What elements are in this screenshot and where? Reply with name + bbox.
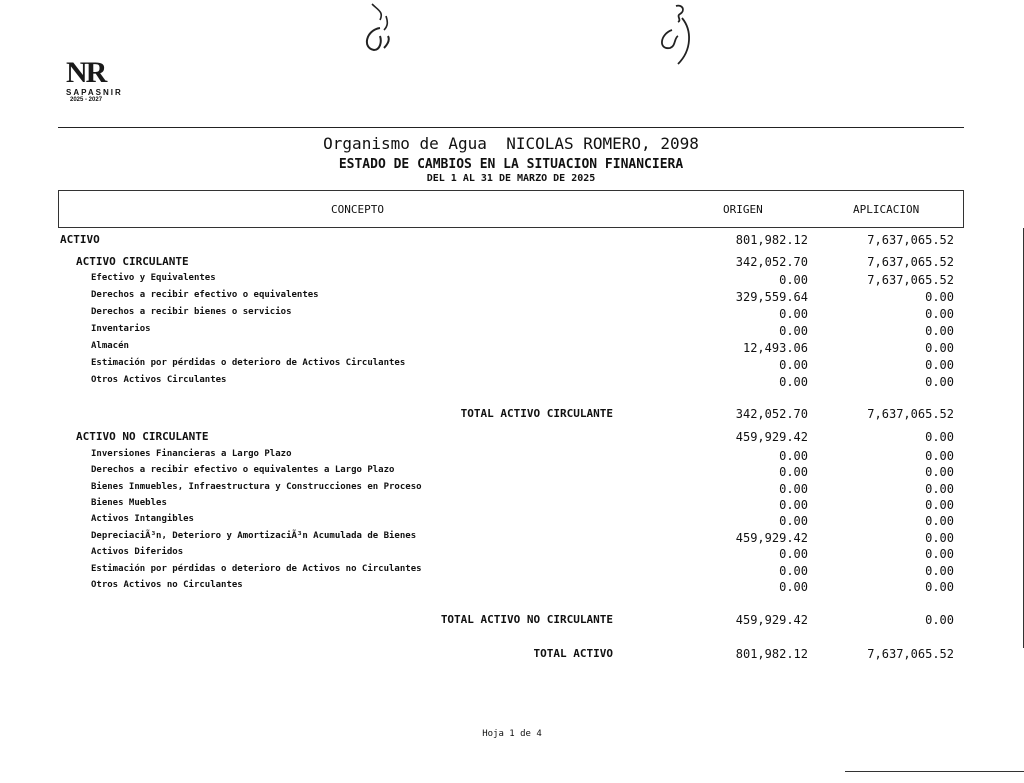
row-origin: 459,929.42: [735, 613, 808, 627]
row-origin: 0.00: [779, 273, 808, 287]
grand-total-row: [0, 647, 1024, 663]
row-application: 7,637,065.52: [867, 233, 954, 247]
row-origin: 0.00: [779, 498, 808, 512]
row-origin: 0.00: [779, 514, 808, 528]
row-application: 0.00: [925, 324, 954, 338]
table-row: [0, 482, 1024, 498]
row-application: 0.00: [925, 580, 954, 594]
row-application: 0.00: [925, 449, 954, 463]
table-row: [0, 430, 1024, 446]
table-row: [0, 358, 1024, 374]
table-row: [0, 273, 1024, 289]
row-application: 0.00: [925, 514, 954, 528]
column-header-concept: CONCEPTO: [331, 203, 384, 216]
header-rule: [58, 127, 964, 128]
table-row: [0, 465, 1024, 481]
row-origin: 0.00: [779, 449, 808, 463]
subtotal-label: TOTAL ACTIVO CIRCULANTE: [460, 407, 613, 420]
subtotal-label: TOTAL ACTIVO NO CIRCULANTE: [440, 613, 613, 626]
grand-total-label: TOTAL ACTIVO: [533, 647, 613, 660]
table-row: [0, 531, 1024, 547]
page-indicator: Hoja 1 de 4: [482, 729, 542, 739]
row-label: ACTIVO: [60, 233, 100, 246]
row-label: Inventarios: [91, 324, 151, 334]
column-header-origin: ORIGEN: [723, 203, 763, 216]
row-label: Derechos a recibir bienes o servicios: [91, 307, 292, 317]
row-application: 0.00: [925, 547, 954, 561]
row-origin: 0.00: [779, 307, 808, 321]
row-application: 7,637,065.52: [867, 273, 954, 287]
row-label: DepreciaciÃ³n, Deterioro y AmortizaciÃ³n Acumulada de Bienes: [91, 531, 417, 541]
table-row: [0, 449, 1024, 465]
row-application: 7,637,065.52: [867, 647, 954, 661]
row-label: Bienes Inmuebles, Infraestructura y Construcciones en Proceso: [91, 482, 422, 492]
table-row: [0, 375, 1024, 391]
table-row: [0, 514, 1024, 530]
row-application: 0.00: [925, 482, 954, 496]
organization-prefix: Organismo de Agua: [323, 134, 487, 153]
table-row: [0, 255, 1024, 271]
row-label: Estimación por pérdidas o deterioro de Activos Circulantes: [91, 358, 406, 368]
subtotal-row: [0, 613, 1024, 629]
row-origin: 459,929.42: [735, 430, 808, 444]
row-application: 0.00: [925, 613, 954, 627]
row-application: 0.00: [925, 307, 954, 321]
row-origin: 459,929.42: [735, 531, 808, 545]
table-row: [0, 547, 1024, 563]
row-origin: 0.00: [779, 324, 808, 338]
table-row: [0, 341, 1024, 357]
row-application: 7,637,065.52: [867, 255, 954, 269]
row-label: Almacén: [91, 341, 129, 351]
report-title: ESTADO DE CAMBIOS EN LA SITUACION FINANCIERA: [338, 157, 684, 172]
column-header-application: APLICACION: [853, 203, 920, 216]
row-label: ACTIVO NO CIRCULANTE: [76, 430, 209, 443]
row-application: 0.00: [925, 341, 954, 355]
table-row: [0, 233, 1024, 249]
row-origin: 0.00: [779, 465, 808, 479]
table-row: [0, 564, 1024, 580]
table-row: [0, 324, 1024, 340]
row-application: 0.00: [925, 375, 954, 389]
logo-years: 2025 - 2027: [70, 97, 103, 103]
row-label: Efectivo y Equivalentes: [91, 273, 216, 283]
row-application: 0.00: [925, 430, 954, 444]
row-label: Estimación por pérdidas o deterioro de Activos no Circulantes: [91, 564, 422, 574]
row-label: Derechos a recibir efectivo o equivalentes: [91, 290, 319, 300]
table-row: [0, 307, 1024, 323]
logo-name: SAPASNIR: [66, 88, 123, 97]
row-application: 0.00: [925, 358, 954, 372]
row-label: Otros Activos Circulantes: [91, 375, 227, 385]
row-application: 7,637,065.52: [867, 407, 954, 421]
row-application: 0.00: [925, 498, 954, 512]
row-application: 0.00: [925, 465, 954, 479]
row-origin: 342,052.70: [735, 255, 808, 269]
row-label: Bienes Muebles: [91, 498, 167, 508]
row-application: 0.00: [925, 564, 954, 578]
organization-logo: [66, 58, 136, 104]
row-origin: 12,493.06: [742, 341, 808, 355]
organization-title: [58, 134, 964, 153]
row-origin: 801,982.12: [735, 233, 808, 247]
row-label: Activos Intangibles: [91, 514, 194, 524]
row-label: Activos Diferidos: [91, 547, 184, 557]
row-application: 0.00: [925, 290, 954, 304]
row-origin: 342,052.70: [735, 407, 808, 421]
scan-bottom-line: [845, 771, 1024, 772]
column-header-box: [58, 190, 964, 228]
row-label: Derechos a recibir efectivo o equivalentes a Largo Plazo: [91, 465, 395, 475]
row-origin: 0.00: [779, 564, 808, 578]
signature-mark-right: [652, 0, 700, 70]
logo-mark: NR: [66, 56, 106, 89]
row-label: ACTIVO CIRCULANTE: [76, 255, 189, 268]
row-origin: 0.00: [779, 580, 808, 594]
row-label: Inversiones Financieras a Largo Plazo: [91, 449, 292, 459]
subtotal-row: [0, 407, 1024, 423]
organization-name: NICOLAS ROMERO, 2098: [506, 134, 699, 153]
row-origin: 0.00: [779, 375, 808, 389]
row-origin: 0.00: [779, 482, 808, 496]
row-label: Otros Activos no Circulantes: [91, 580, 243, 590]
row-origin: 0.00: [779, 547, 808, 561]
signature-mark-left: [358, 2, 408, 54]
row-origin: 0.00: [779, 358, 808, 372]
row-origin: 329,559.64: [735, 290, 808, 304]
row-origin: 801,982.12: [735, 647, 808, 661]
report-period: DEL 1 AL 31 DE MARZO DE 2025: [426, 173, 596, 184]
table-row: [0, 290, 1024, 306]
table-row: [0, 580, 1024, 596]
table-row: [0, 498, 1024, 514]
row-application: 0.00: [925, 531, 954, 545]
